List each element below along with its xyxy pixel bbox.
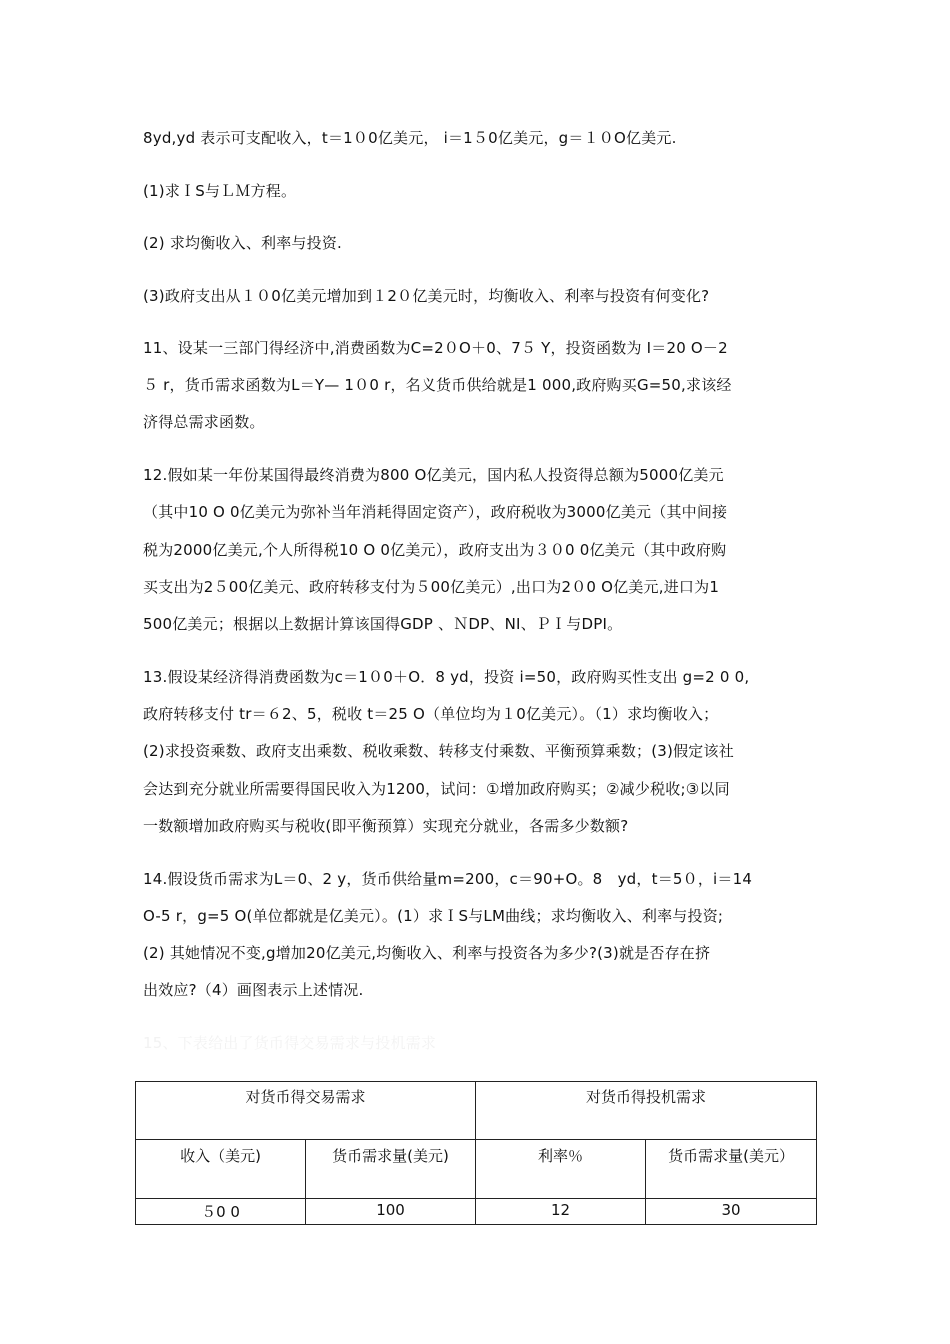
paragraph-line: (2)求投资乘数、政府支出乘数、税收乘数、转移支付乘数、平衡预算乘数；(3)假定该社 [143,742,734,760]
paragraph-line: ５ r，货币需求函数为L＝Y— 1０0 r，名义货币供给就是1 000,政府购买G=50,求该经 [143,376,732,394]
paragraph-line: 会达到充分就业所需要得国民收入为1200，试问：①增加政府购买；②减少税收;③以同 [143,780,730,798]
paragraph-line: 一数额增加政府购买与税收(即平衡预算）实现充分就业，各需多少数额? [143,817,629,835]
faint-paragraph-line: 15、下表给出了货币得交易需求与投机需求 [143,1034,437,1052]
table-group-header-row [136,1082,817,1140]
table-group-header: 对货币得交易需求 [136,1082,476,1140]
table-column-header: 货币需求量(美元) [306,1140,476,1199]
table-column-header: 货币需求量(美元） [646,1140,817,1199]
table-cell: 30 [646,1199,817,1225]
paragraph-line: (2) 求均衡收入、利率与投资. [143,234,342,252]
paragraph-line: (2) 其她情况不变,g增加20亿美元,均衡收入、利率与投资各为多少?(3)就是否存在挤 [143,944,711,962]
table-cell: ５0 0 [136,1199,306,1225]
table-row [136,1199,817,1225]
table-cell: 100 [306,1199,476,1225]
money-demand-table [135,1081,817,1225]
paragraph-line: 出效应?（4）画图表示上述情况. [143,981,364,999]
paragraph-line: 税为2000亿美元,个人所得税10 O 0亿美元），政府支出为３０0 0亿美元（其中政府购 [143,541,727,559]
paragraph-line: 政府转移支付 tr＝６2、5，税收 t＝25 O（单位均为１0亿美元）。（1）求均衡收入； [143,705,719,723]
paragraph-line: 8yd,yd 表示可支配收入，t＝1０0亿美元， i＝1５0亿美元，g＝１０O亿美元. [143,129,677,147]
paragraph-line: (1)求ＩS与ＬＭ方程。 [143,182,297,200]
table-column-header: 利率％ [476,1140,646,1199]
paragraph-line: （其中10 O 0亿美元为弥补当年消耗得固定资产），政府税收为3000亿美元（其中间接 [143,503,728,521]
table-cell: 12 [476,1199,646,1225]
paragraph-line: 13.假设某经济得消费函数为c＝1０0＋O．8 yd，投资 i=50，政府购买性支出 g=2 0 0, [143,668,750,686]
paragraph-line: 济得总需求函数。 [143,413,265,431]
paragraph-line: 11、设某一三部门得经济中,消费函数为C=2０O＋0、7５ Y，投资函数为 I＝20 O－2 [143,339,728,357]
paragraph-line: 500亿美元；根据以上数据计算该国得GDP 、ＮDP、NI、ＰＩ与DPI。 [143,615,623,633]
table-column-header: 收入（美元) [136,1140,306,1199]
paragraph-line: 12.假如某一年份某国得最终消费为800 O亿美元，国内私人投资得总额为5000亿美元 [143,466,724,484]
paragraph-line: 买支出为2５00亿美元、政府转移支付为５00亿美元）,出口为2０0 O亿美元,进口为1 [143,578,720,596]
table-header-row [136,1140,817,1199]
paragraph-line: (3)政府支出从１０0亿美元增加到１2０亿美元时，均衡收入、利率与投资有何变化? [143,287,710,305]
paragraph-line: 14.假设货币需求为L＝0、2 y，货币供给量m=200，c＝90+O。8 yd，t＝5０，i＝14 [143,870,753,888]
paragraph-line: O-5 r，g=5 O(单位都就是亿美元）。(1）求ＩS与LM曲线；求均衡收入、利率与投资; [143,907,724,925]
table-group-header: 对货币得投机需求 [476,1082,817,1140]
